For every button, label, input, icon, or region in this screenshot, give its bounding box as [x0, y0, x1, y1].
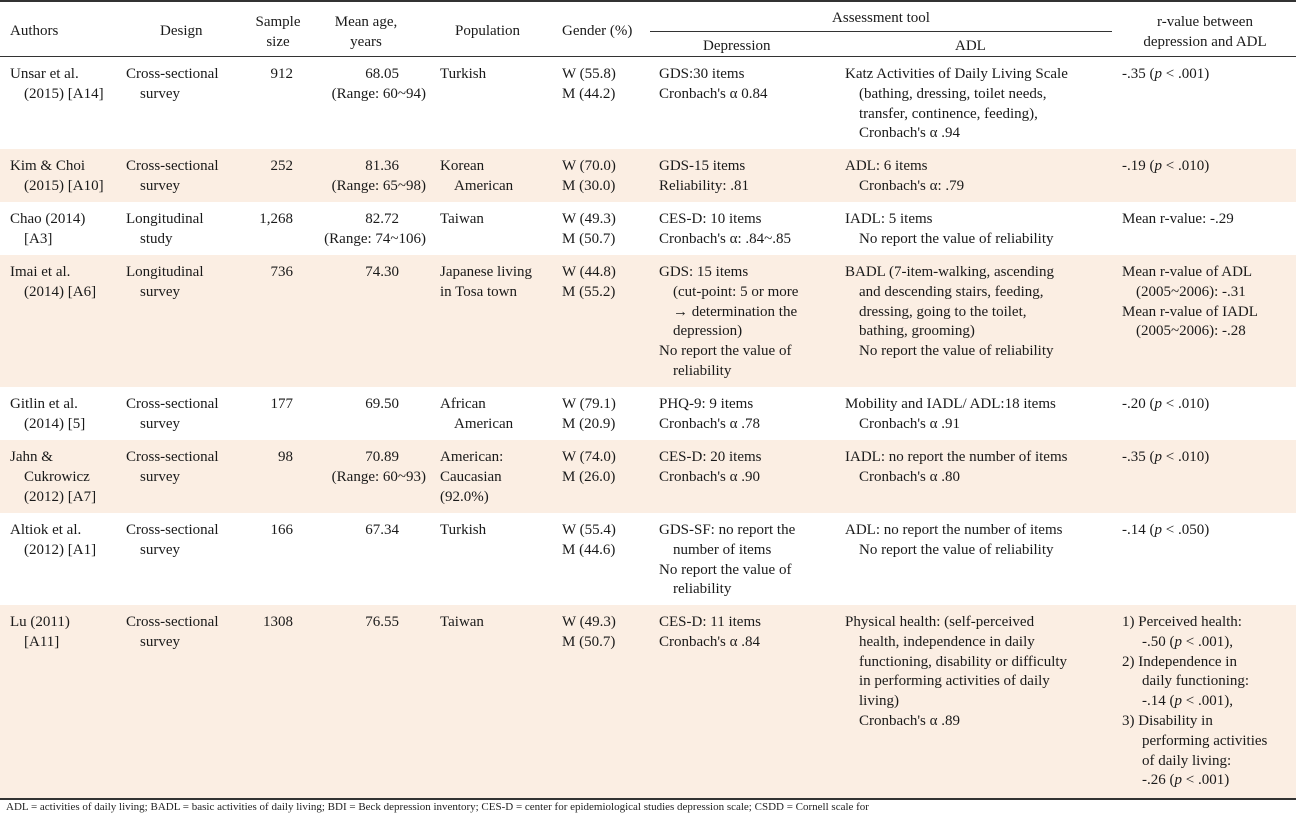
cell-line: -.35 (p < .001) [1122, 66, 1210, 82]
cell-line: W (44.8) [562, 264, 616, 280]
cell-population [440, 263, 558, 303]
cell-line: W (70.0) [562, 158, 616, 174]
cell-line: M (50.7) [562, 633, 616, 650]
cell-line: W (74.0) [562, 449, 616, 465]
cell-adl [845, 263, 1113, 362]
cell-line: daily functioning: [1142, 673, 1250, 690]
cell-depression [659, 157, 841, 197]
cell-adl [845, 157, 1113, 197]
cell-line: survey [140, 177, 180, 194]
cell-line: 1) Perceived health: [1122, 614, 1242, 630]
cell-line: American: [440, 449, 504, 465]
table-row [0, 440, 1296, 513]
cell-sample [240, 395, 293, 415]
cell-depression [659, 395, 841, 435]
cell-authors [10, 521, 122, 561]
table-bottom-rule [0, 798, 1296, 800]
cell-line: M (30.0) [562, 177, 616, 194]
cell-line: 76.55 [365, 614, 399, 630]
cell-line: Cross-sectional [126, 522, 219, 538]
cell-line: (Range: 65~98) [331, 177, 426, 194]
cell-age [306, 263, 426, 283]
cell-line: GDS: 15 items [659, 264, 749, 280]
cell-line: Kim & Choi [10, 158, 86, 174]
header-mean-age-line2: years [350, 34, 382, 50]
cell-authors [10, 613, 122, 653]
cell-line: GDS:30 items [659, 66, 745, 82]
cell-line: -.26 (p < .001) [1142, 772, 1230, 789]
cell-population [440, 521, 558, 541]
cell-line: Cronbach's α .90 [659, 468, 760, 485]
cell-adl [845, 395, 1113, 435]
cell-line: Imai et al. [10, 264, 71, 280]
cell-line: (2015) [A14] [24, 85, 104, 102]
cell-line: dressing, going to the toilet, [859, 303, 1027, 320]
cell-line: M (20.9) [562, 415, 616, 432]
header-r-value [1114, 12, 1296, 52]
cell-depression [659, 613, 841, 653]
cell-line: W (79.1) [562, 396, 616, 412]
cell-age [306, 521, 426, 541]
header-design: Design [160, 23, 203, 39]
cell-adl [845, 613, 1113, 732]
cell-gender [562, 395, 652, 435]
cell-line: Cross-sectional [126, 614, 219, 630]
cell-line: Japanese living [440, 264, 533, 280]
cell-sample [240, 263, 293, 283]
cell-line: (cut-point: 5 or more [673, 283, 799, 300]
cell-line: Turkish [440, 522, 487, 538]
cell-r [1122, 65, 1294, 85]
table-row [0, 605, 1296, 798]
cell-line: Mean r-value of IADL [1122, 303, 1258, 320]
cell-line: American [454, 177, 514, 194]
cell-line: 74.30 [365, 264, 399, 280]
cell-line: 736 [270, 264, 293, 280]
assessment-divider [650, 31, 1112, 32]
cell-design [126, 157, 240, 197]
cell-line: IADL: no report the number of items [845, 449, 1068, 465]
cell-design [126, 263, 240, 303]
cell-line: Lu (2011) [10, 614, 70, 630]
cell-line: W (55.4) [562, 522, 616, 538]
cell-line: No report the value of reliability [859, 343, 1054, 360]
cell-line: Cronbach's α .91 [859, 415, 960, 432]
cell-line: (2012) [A1] [24, 541, 97, 558]
cell-r [1122, 263, 1294, 342]
cell-line: CES-D: 20 items [659, 449, 762, 465]
cell-line: survey [140, 468, 180, 485]
cell-line: in Tosa town [440, 283, 518, 300]
cell-line: Cross-sectional [126, 158, 219, 174]
header-sample-size-line2: size [266, 34, 290, 50]
cell-line: reliability [673, 362, 732, 379]
header-adl: ADL [955, 38, 986, 54]
cell-age [306, 395, 426, 415]
header-assessment-tool: Assessment tool [832, 10, 930, 26]
cell-gender [562, 448, 652, 488]
table-row [0, 513, 1296, 605]
cell-gender [562, 65, 652, 105]
cell-line: -.14 (p < .050) [1122, 522, 1210, 538]
cell-line: Cross-sectional [126, 66, 219, 82]
cell-line: 82.72 [365, 211, 399, 227]
cell-line: survey [140, 415, 180, 432]
cell-line: depression) [673, 323, 743, 340]
cell-gender [562, 157, 652, 197]
cell-age [306, 613, 426, 633]
cell-sample [240, 65, 293, 85]
cell-line: [A3] [24, 230, 53, 247]
cell-sample [240, 210, 293, 230]
header-mean-age-line1: Mean age, [334, 14, 398, 30]
cell-line: 912 [270, 66, 293, 82]
table-footnote: ADL = activities of daily living; BADL = basic activities of daily living; BDI = Beck depression inventory; CES-D = center for epidemiological studies depression scale; CSDD = Cornell scale for [6, 801, 869, 813]
cell-line: 177 [270, 396, 293, 412]
cell-line: GDS-15 items [659, 158, 746, 174]
cell-line: Cronbach's α .84 [659, 633, 760, 650]
cell-design [126, 613, 240, 653]
cell-authors [10, 157, 122, 197]
cell-population [440, 157, 558, 197]
table-row [0, 255, 1296, 387]
cell-line: No report the value of [659, 343, 792, 360]
cell-line: Cronbach's α .78 [659, 415, 760, 432]
cell-adl [845, 521, 1113, 561]
cell-line: Cronbach's α .80 [859, 468, 960, 485]
cell-line: Taiwan [440, 614, 484, 630]
cell-line: M (44.6) [562, 541, 616, 558]
cell-line: 3) Disability in [1122, 712, 1213, 729]
cell-line: [A11] [24, 633, 60, 650]
cell-sample [240, 157, 293, 177]
cell-depression [659, 210, 841, 250]
cell-age [306, 65, 426, 105]
cell-line: survey [140, 283, 180, 300]
cell-line: reliability [673, 581, 732, 598]
cell-line: Caucasian [440, 468, 502, 485]
header-sample-size [240, 12, 316, 52]
cell-sample [240, 448, 293, 468]
cell-line: Longitudinal [126, 211, 204, 227]
cell-design [126, 395, 240, 435]
cell-line: survey [140, 633, 180, 650]
cell-line: and descending stairs, feeding, [859, 283, 1044, 300]
cell-line: in performing activities of daily [859, 673, 1050, 690]
cell-line: (Range: 60~94) [331, 85, 426, 102]
cell-line: Taiwan [440, 211, 484, 227]
cell-line: 1,268 [259, 211, 293, 227]
cell-adl [845, 210, 1113, 250]
cell-line: (92.0%) [440, 488, 489, 505]
cell-line: ADL: 6 items [845, 158, 928, 174]
cell-r [1122, 395, 1294, 415]
cell-line: PHQ-9: 9 items [659, 396, 754, 412]
cell-line: (2014) [5] [24, 415, 86, 432]
cell-gender [562, 613, 652, 653]
cell-authors [10, 65, 122, 105]
table-row [0, 202, 1296, 255]
cell-r [1122, 448, 1294, 468]
cell-line: functioning, disability or difficulty [859, 653, 1068, 670]
cell-line: Physical health: (self-perceived [845, 614, 1035, 630]
cell-line: -.50 (p < .001), [1142, 633, 1233, 650]
cell-gender [562, 521, 652, 561]
header-mean-age [306, 12, 426, 52]
cell-line: American [454, 415, 514, 432]
cell-population [440, 613, 558, 633]
cell-depression [659, 65, 841, 105]
cell-age [306, 210, 426, 250]
cell-age [306, 448, 426, 488]
table-row [0, 149, 1296, 202]
cell-adl [845, 448, 1113, 488]
cell-line: Chao (2014) [10, 211, 86, 227]
cell-line: (Range: 60~93) [331, 468, 426, 485]
cell-line: 68.05 [365, 66, 399, 82]
cell-line: Longitudinal [126, 264, 204, 280]
cell-line: Reliability: .81 [659, 177, 749, 194]
cell-line: (2005~2006): -.28 [1136, 323, 1246, 340]
cell-line: 166 [270, 522, 293, 538]
cell-line: survey [140, 85, 180, 102]
cell-line: GDS-SF: no report the [659, 522, 796, 538]
cell-line: Gitlin et al. [10, 396, 78, 412]
cell-design [126, 448, 240, 488]
cell-authors [10, 263, 122, 303]
cell-gender [562, 263, 652, 303]
cell-line: → determination the [673, 303, 798, 320]
cell-line: M (44.2) [562, 85, 616, 102]
cell-line: -.20 (p < .010) [1122, 396, 1210, 412]
cell-line: W (49.3) [562, 211, 616, 227]
cell-line: living) [859, 693, 899, 710]
cell-line: Cronbach's α 0.84 [659, 85, 768, 102]
cell-line: survey [140, 541, 180, 558]
cell-line: Mean r-value: -.29 [1122, 211, 1234, 227]
cell-line: 2) Independence in [1122, 653, 1237, 670]
cell-authors [10, 395, 122, 435]
cell-line: No report the value of [659, 561, 792, 578]
cell-line: Altiok et al. [10, 522, 82, 538]
cell-line: Cronbach's α .89 [859, 712, 960, 729]
cell-line: Mobility and IADL/ ADL:18 items [845, 396, 1056, 412]
cell-line: BADL (7-item-walking, ascending [845, 264, 1054, 280]
cell-line: -.19 (p < .010) [1122, 158, 1210, 174]
cell-line: (2014) [A6] [24, 283, 97, 300]
cell-line: bathing, grooming) [859, 323, 975, 340]
cell-population [440, 210, 558, 230]
cell-line: IADL: 5 items [845, 211, 933, 227]
cell-line: -.14 (p < .001), [1142, 693, 1233, 710]
cell-line: M (55.2) [562, 283, 616, 300]
cell-gender [562, 210, 652, 250]
header-sample-size-line1: Sample [255, 14, 301, 30]
cell-line: 70.89 [365, 449, 399, 465]
cell-line: transfer, continence, feeding), [859, 105, 1038, 122]
header-authors: Authors [10, 23, 59, 39]
cell-adl [845, 65, 1113, 144]
cell-r [1122, 210, 1294, 230]
cell-population [440, 65, 558, 85]
cell-depression [659, 521, 841, 600]
cell-line: W (49.3) [562, 614, 616, 630]
cell-line: Cronbach's α: .84~.85 [659, 230, 791, 247]
cell-line: health, independence in daily [859, 633, 1035, 650]
cell-line: Cronbach's α .94 [859, 125, 960, 142]
cell-line: M (26.0) [562, 468, 616, 485]
cell-line: -.35 (p < .010) [1122, 449, 1210, 465]
cell-design [126, 65, 240, 105]
cell-design [126, 521, 240, 561]
header-gender: Gender (%) [562, 23, 633, 39]
cell-line: Turkish [440, 66, 487, 82]
header-r-value-line2: depression and ADL [1143, 34, 1267, 50]
cell-r [1122, 613, 1294, 791]
cell-line: of daily living: [1142, 752, 1232, 769]
cell-line: (Range: 74~106) [324, 230, 426, 247]
cell-line: (2005~2006): -.31 [1136, 283, 1246, 300]
cell-line: study [140, 230, 173, 247]
cell-line: CES-D: 11 items [659, 614, 761, 630]
cell-population [440, 395, 558, 435]
cell-line: Cronbach's α: .79 [859, 177, 965, 194]
cell-line: Cukrowicz [24, 468, 90, 485]
cell-line: Katz Activities of Daily Living Scale [845, 66, 1068, 82]
cell-depression [659, 448, 841, 488]
cell-age [306, 157, 426, 197]
cell-line: 98 [278, 449, 293, 465]
cell-line: Korean [440, 158, 485, 174]
cell-sample [240, 521, 293, 541]
cell-depression [659, 263, 841, 382]
cell-line: CES-D: 10 items [659, 211, 762, 227]
table-row [0, 57, 1296, 149]
cell-line: Cross-sectional [126, 449, 219, 465]
header-population: Population [455, 23, 521, 39]
cell-line: 81.36 [365, 158, 399, 174]
cell-line: ADL: no report the number of items [845, 522, 1063, 538]
header-r-value-line1: r-value between [1157, 14, 1253, 30]
cell-line: Mean r-value of ADL [1122, 264, 1253, 280]
table-header [0, 0, 1296, 57]
cell-line: 69.50 [365, 396, 399, 412]
cell-sample [240, 613, 293, 633]
cell-line: number of items [673, 541, 772, 558]
cell-line: 67.34 [365, 522, 399, 538]
table-row [0, 387, 1296, 440]
cell-r [1122, 521, 1294, 541]
cell-line: performing activities [1142, 732, 1268, 749]
cell-line: W (55.8) [562, 66, 616, 82]
cell-population [440, 448, 558, 507]
cell-line: (2015) [A10] [24, 177, 104, 194]
cell-line: M (50.7) [562, 230, 616, 247]
cell-line: (bathing, dressing, toilet needs, [859, 85, 1047, 102]
cell-line: (2012) [A7] [24, 488, 97, 505]
cell-line: No report the value of reliability [859, 541, 1054, 558]
cell-line: No report the value of reliability [859, 230, 1054, 247]
cell-line: 1308 [263, 614, 293, 630]
cell-line: African [440, 396, 486, 412]
cell-line: Jahn & [10, 449, 53, 465]
header-depression: Depression [703, 38, 771, 54]
cell-line: Unsar et al. [10, 66, 79, 82]
cell-line: 252 [270, 158, 293, 174]
cell-line: Cross-sectional [126, 396, 219, 412]
cell-authors [10, 448, 122, 507]
cell-r [1122, 157, 1294, 177]
cell-authors [10, 210, 122, 250]
cell-design [126, 210, 240, 250]
